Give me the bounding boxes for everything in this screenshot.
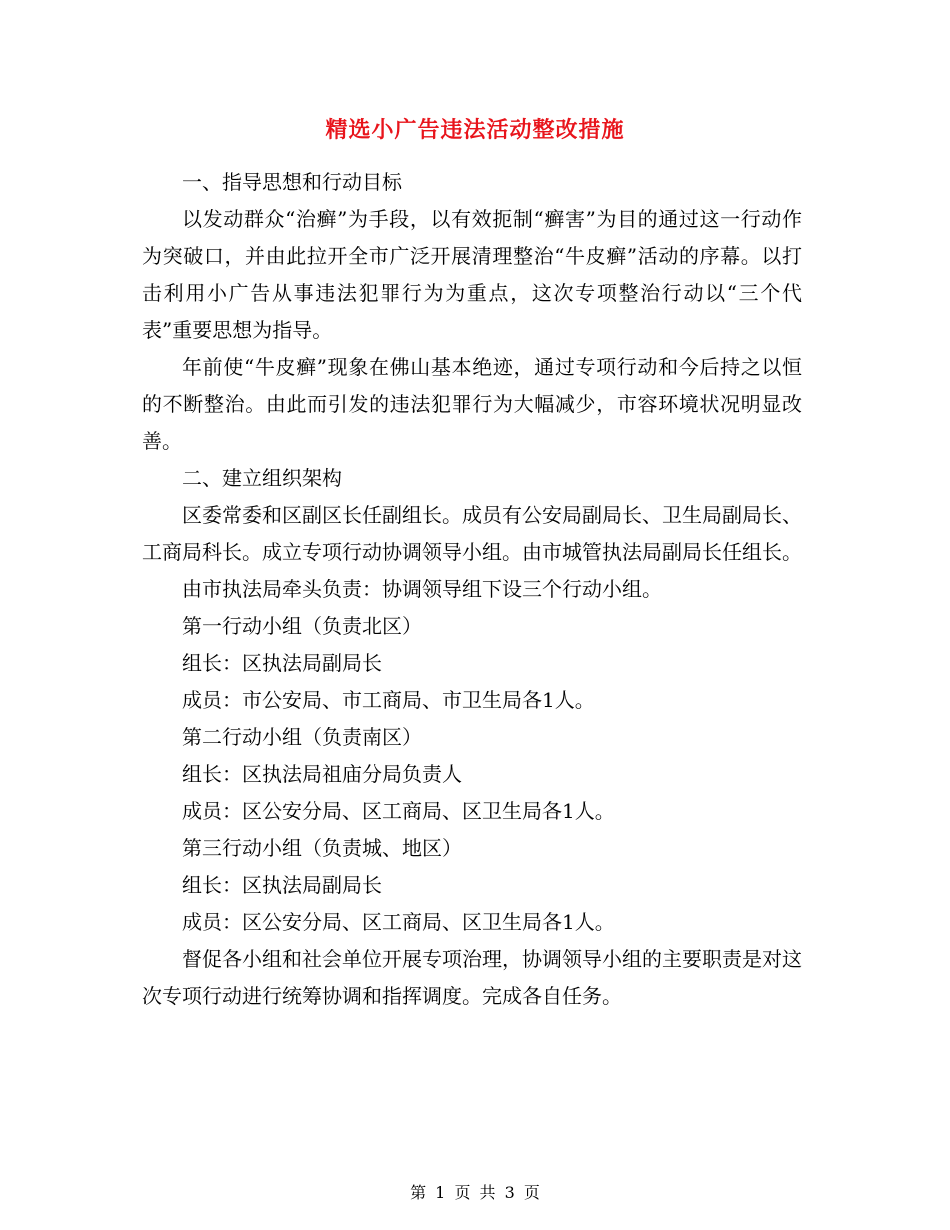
group-members: 成员：市公安局、市工商局、市卫生局各1人。 [182,688,595,712]
document-body [142,164,802,1015]
group-leader: 组长：区执法局祖庙分局负责人 [182,762,462,786]
group-members: 成员：区公安分局、区工商局、区卫生局各1人。 [182,910,615,934]
group-heading: 第一行动小组（负责北区） [182,614,422,638]
paragraph: 区委常委和区副区长任副组长。成员有公安局副局长、卫生局副局长、工商局科长。成立专项行动协调领导小组。由市城管执法局副局长任组长。 [142,503,802,564]
paragraph: 年前使“牛皮癣”现象在佛山基本绝迹，通过专项行动和今后持之以恒的不断整治。由此而引发的违法犯罪行为大幅减少，市容环境状况明显改善。 [142,355,802,453]
paragraph: 由市执法局牵头负责：协调领导组下设三个行动小组。 [182,577,662,601]
group-leader: 组长：区执法局副局长 [182,873,382,897]
page-number-footer: 第 1 页 共 3 页 [410,1183,540,1202]
group-members: 成员：区公安分局、区工商局、区卫生局各1人。 [182,799,615,823]
section-heading: 二、建立组织架构 [182,466,342,490]
paragraph: 以发动群众“治癣”为手段，以有效扼制“癣害”为目的通过这一行动作为突破口，并由此拉开全市广泛开展清理整治“牛皮癣”活动的序幕。以打击利用小广告从事违法犯罪行为为重点，这次专项整治行动以“三个代表”重要思想为指导。 [142,207,802,342]
group-leader: 组长：区执法局副局长 [182,651,382,675]
document-title: 精选小广告违法活动整改措施 [325,117,625,143]
group-heading: 第二行动小组（负责南区） [182,725,422,749]
paragraph: 督促各小组和社会单位开展专项治理，协调领导小组的主要职责是对这次专项行动进行统筹协调和指挥调度。完成各自任务。 [142,947,802,1008]
section-heading: 一、指导思想和行动目标 [182,170,402,194]
group-heading: 第三行动小组（负责城、地区） [182,836,462,860]
